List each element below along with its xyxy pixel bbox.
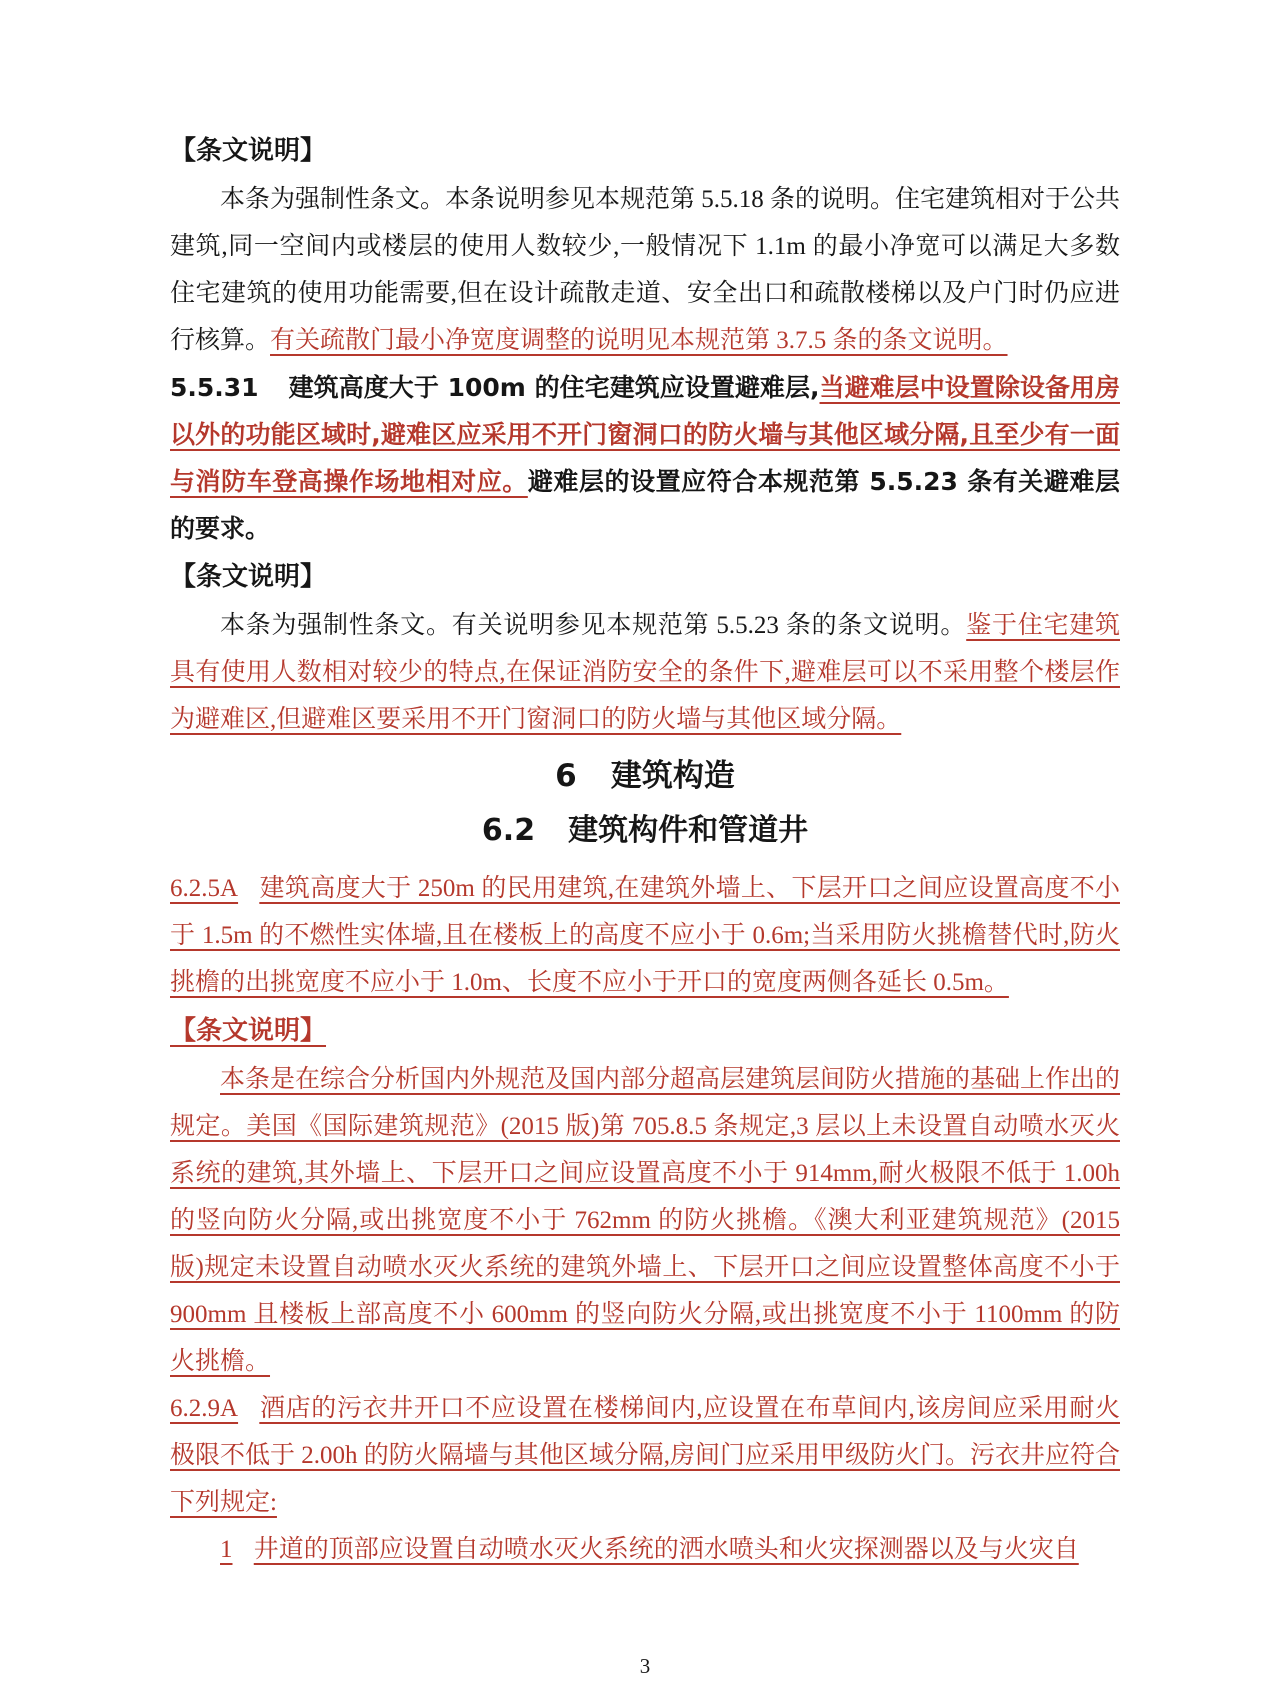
clause-5-5-31 bbox=[170, 364, 1120, 552]
item-number: 1 bbox=[220, 1536, 233, 1563]
document-content bbox=[170, 127, 1120, 1573]
text-run-red-underlined: 井道的顶部应设置自动喷水灭火系统的洒水喷头和火灾探测器以及与火灾自 bbox=[253, 1536, 1079, 1563]
note-label-1: 【条文说明】 bbox=[170, 136, 327, 166]
note-label-3: 【条文说明】 bbox=[170, 1016, 327, 1046]
chapter-title: 建筑构造 bbox=[610, 758, 735, 794]
text-run-black: 本条为强制性条文。有关说明参见本规范第 5.5.23 条的条文说明。 bbox=[220, 612, 967, 639]
section-number: 6.2 bbox=[481, 813, 536, 848]
text-run-red-underlined: 当避难层中设置除设备用房以外的功能区域时,避难区应采用不开门窗洞口的防火墙与其他区域分隔,且至少有一面与消防车登高操作场地相对应。 bbox=[170, 373, 1120, 496]
clause-6-2-9A bbox=[170, 1385, 1120, 1526]
list-item-1 bbox=[170, 1526, 1120, 1573]
clause-number: 6.2.9A bbox=[170, 1395, 239, 1422]
text-run-black: 建筑高度大于 100m 的住宅建筑应设置避难层, bbox=[288, 373, 820, 402]
text-run-black: 避难层的设置应符合本规范第 5.5.23 条有关避难层的要求。 bbox=[170, 467, 1120, 543]
text-run-red-underlined: 本条是在综合分析国内外规范及国内部分超高层建筑层间防火措施的基础上作出的规定。美国《国际建筑规范》(2015 版)第 705.8.5 条规定,3 层以上未设置自动喷水灭火系统的建筑,其外墙上、下层开口之间应设置高度不小于 914mm,耐火极限不低于 1.00h 的竖向防火分隔,或出挑宽度不小于 762mm 的防火挑檐。《澳大利亚建筑规范》(2015 版)规定未设置自动喷水灭火系统的建筑外墙上、下层开口之间应设置整体高度不小于 900mm 且楼板上部高度不小 600mm 的竖向防火分隔,或出挑宽度不小于 1100mm 的防火挑檐。 bbox=[170, 1066, 1121, 1375]
clause-number: 5.5.31 bbox=[170, 373, 259, 402]
chapter-heading bbox=[170, 749, 1120, 803]
page-number: 3 bbox=[639, 1654, 651, 1678]
text-run-red-underlined: 酒店的污衣井开口不应设置在楼梯间内,应设置在布草间内,该房间应采用耐火极限不低于 2.00h 的防火隔墙与其他区域分隔,房间门应采用甲级防火门。污衣井应符合下列规定: bbox=[170, 1395, 1121, 1516]
chapter-number: 6 bbox=[555, 758, 577, 794]
clause-number: 6.2.5A bbox=[170, 875, 239, 902]
paragraph-note-5-5-30 bbox=[170, 176, 1120, 364]
section-heading bbox=[170, 803, 1120, 859]
paragraph-note-6-2-5A bbox=[170, 1056, 1120, 1385]
text-run-red-underlined: 有关疏散门最小净宽度调整的说明见本规范第 3.7.5 条的条文说明。 bbox=[270, 327, 1008, 354]
note-label-2: 【条文说明】 bbox=[170, 562, 327, 592]
paragraph-note-5-5-31 bbox=[170, 602, 1120, 743]
text-run-red-underlined: 建筑高度大于 250m 的民用建筑,在建筑外墙上、下层开口之间应设置高度不小于 1.5m 的不燃性实体墙,且在楼板上的高度不应小于 0.6m;当采用防火挑檐替代时,防火挑檐的出挑宽度不应小于 1.0m、长度不应小于开口的宽度两侧各延长 0.5m。 bbox=[170, 875, 1120, 996]
text-run-black: 本条为强制性条文。本条说明参见本规范第 5.5.18 条的说明。住宅建筑相对于公共建筑,同一空间内或楼层的使用人数较少,一般情况下 1.1m 的最小净宽可以满足大多数住宅建筑的使用功能需要,但在设计疏散走道、安全出口和疏散楼梯以及户门时仍应进行核算。 bbox=[170, 186, 1121, 354]
text-run-red-underlined: 鉴于住宅建筑具有使用人数相对较少的特点,在保证消防安全的条件下,避难层可以不采用整个楼层作为避难区,但避难区要采用不开门窗洞口的防火墙与其他区域分隔。 bbox=[170, 612, 1120, 733]
clause-6-2-5A bbox=[170, 865, 1120, 1006]
section-title: 建筑构件和管道井 bbox=[568, 813, 809, 848]
